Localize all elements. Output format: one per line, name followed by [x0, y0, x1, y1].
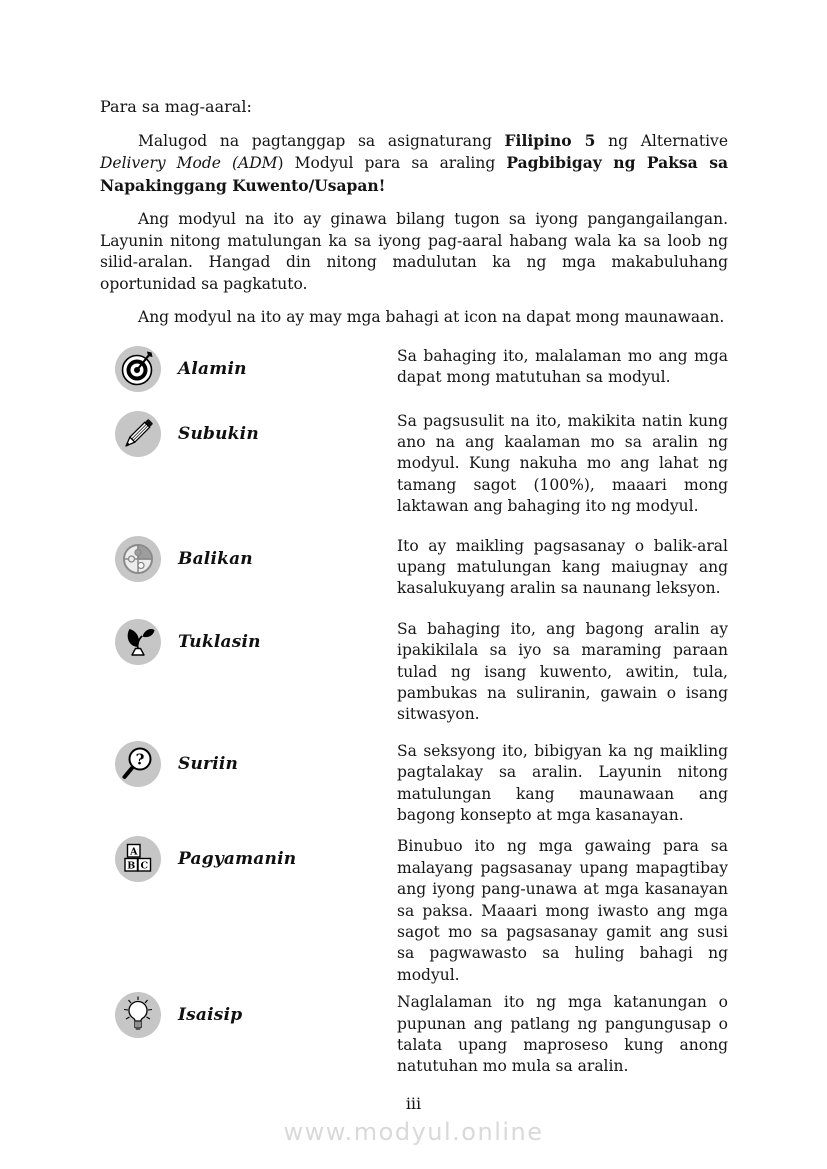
module-part-description: Sa bahaging ito, malalaman mo ang mga dapat mong matutuhan sa modyul. [397, 346, 728, 386]
intro-paragraph-1: Malugod na pagtanggap sa asignaturang Filipino 5 ng Alternative Delivery Mode (ADM) Modyul para sa araling Pagbibigay ng Paksa sa Napakinggang Kuwento/Usapan! [100, 130, 728, 195]
module-part-description: Sa seksyong ito, bibigyan ka ng maikling pagtalakay sa aralin. Layunin nitong matulungan kang maunawaan ang bagong konsepto at mga kasanayan. [397, 741, 728, 824]
intro-paragraph-2: Ang modyul na ito ay ginawa bilang tugon sa iyong pangangailangan. Layunin nitong matulungan ka sa iyong pag-aaral habang wala ka sa loob ng silid-aralan. Hangad din nitong madulutan ka ng mga makabuluhang oportunidad sa pagkatuto. [100, 210, 728, 293]
page-content [100, 96, 728, 1078]
module-parts-list [100, 346, 728, 1078]
puzzle-icon [115, 536, 161, 582]
pencil-icon [115, 411, 161, 457]
module-part-label: Alamin [178, 358, 247, 379]
svg-text:C: C [140, 860, 149, 872]
svg-text:A: A [130, 846, 138, 858]
intro-paragraph-3: Ang modyul na ito ay may mga bahagi at icon na dapat mong maunawaan. [138, 308, 725, 326]
module-part-label: Isaisip [178, 1005, 243, 1026]
module-part-label: Tuklasin [178, 631, 261, 652]
module-part-label: Subukin [178, 423, 259, 444]
magnifier-question-icon [115, 741, 161, 787]
module-part-description: Naglalaman ito ng mga katanungan o pupunan ang patlang ng pangungusap o talata upang maproseso kung anong natutuhan mo mula sa aralin. [397, 993, 728, 1076]
module-part-label: Suriin [178, 753, 239, 774]
target-icon [115, 346, 161, 392]
page-number: iii [405, 1094, 422, 1113]
module-part-description: Sa pagsusulit na ito, makikita natin kung ano na ang kaalaman mo sa aralin ng modyul. Kung nakuha mo ang lahat ng tamang sagot (100%), maaari mong laktawan ang bahaging ito ng modyul. [397, 411, 728, 516]
letter-blocks-icon [115, 836, 161, 882]
svg-text:?: ? [135, 750, 145, 769]
module-part-row-tuklasin [100, 619, 728, 726]
module-part-row-suriin [100, 741, 728, 827]
module-part-description: Ito ay maikling pagsasanay o balik-aral upang matulungan kang maiugnay ang kasalukuyang aralin sa naunang leksyon. [397, 536, 728, 598]
module-part-row-isaisip [100, 992, 728, 1078]
svg-text:B: B [127, 860, 136, 872]
module-part-description: Sa bahaging ito, ang bagong aralin ay ipakikilala sa iyo sa maraming paraan tulad ng isang kuwento, awitin, tula, pambukas na suliranin, gawain o isang sitwasyon. [397, 619, 728, 724]
module-part-row-alamin [100, 346, 728, 392]
lightbulb-icon [115, 992, 161, 1038]
module-part-row-balikan [100, 536, 728, 600]
module-part-row-pagyamanin [100, 836, 728, 986]
module-part-description: Binubuo ito ng mga gawaing para sa malayang pagsasanay upang mapagtibay ang iyong pang-unawa at mga kasanayan sa paksa. Maaari mong iwasto ang mga sagot mo sa pagsasanay gamit ang susi sa pagwawasto sa huling bahagi ng modyul. [397, 837, 728, 984]
module-part-row-subukin [100, 411, 728, 518]
greeting-heading: Para sa mag-aaral: [100, 97, 252, 116]
module-part-label: Pagyamanin [178, 849, 297, 870]
watermark: www.modyul.online [283, 1118, 544, 1146]
sprout-icon [115, 619, 161, 665]
module-part-label: Balikan [178, 548, 253, 569]
